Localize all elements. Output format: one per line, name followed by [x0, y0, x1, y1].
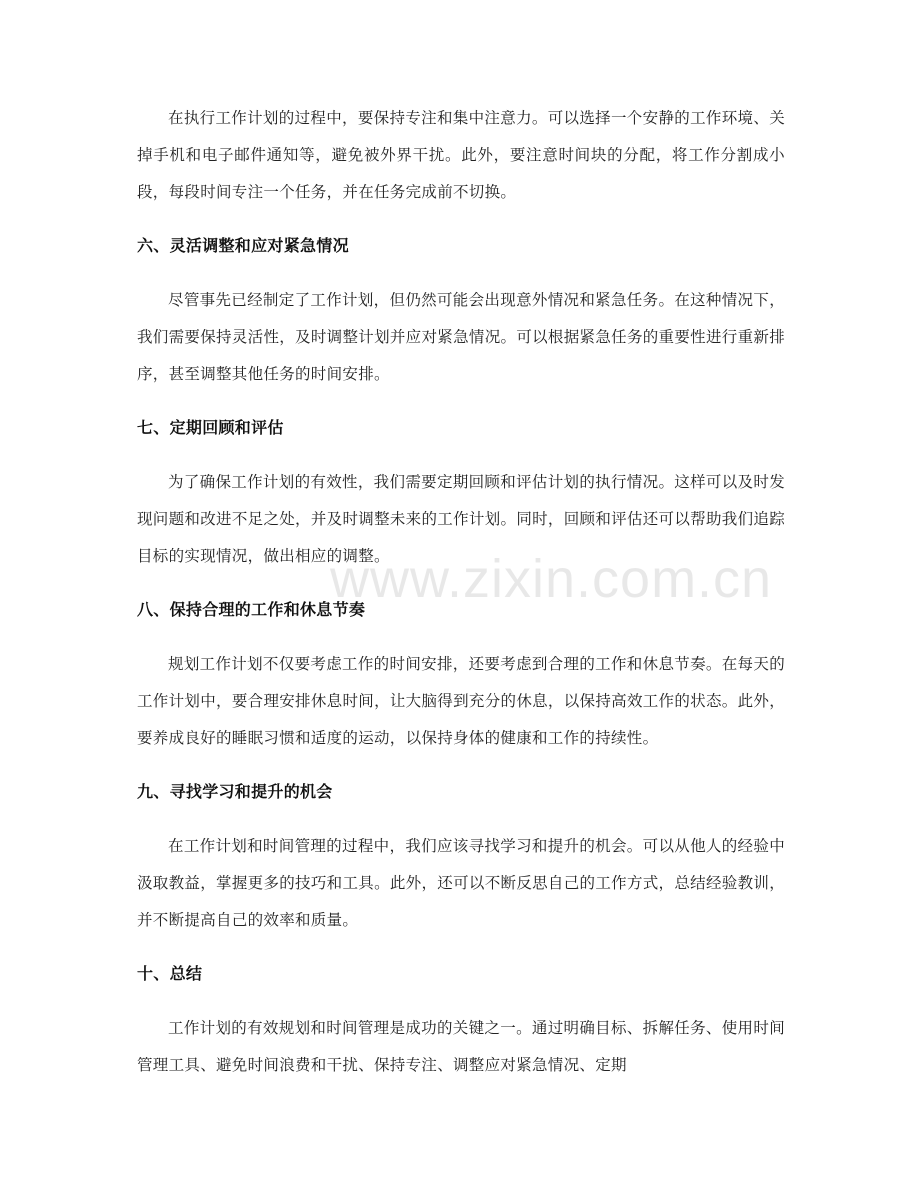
paragraph-section-10: 工作计划的有效规划和时间管理是成功的关键之一。通过明确目标、拆解任务、使用时间管理工具、避免时间浪费和干扰、保持专注、调整应对紧急情况、定期	[137, 1019, 785, 1074]
heading-section-9: 九、寻找学习和提升的机会	[137, 782, 333, 801]
document-body	[137, 100, 785, 1084]
paragraph-section-6: 尽管事先已经制定了工作计划，但仍然可能会出现意外情况和紧急任务。在这种情况下，我们需要保持灵活性，及时调整计划并应对紧急情况。可以根据紧急任务的重要性进行重新排序，甚至调整其他任务的时间安排。	[137, 291, 785, 383]
heading-section-7: 七、定期回顾和评估	[137, 418, 284, 437]
watermark-logo: www.zixin.com.cn	[330, 549, 773, 609]
heading-section-6: 六、灵活调整和应对紧急情况	[137, 236, 349, 255]
paragraph-section-8: 规划工作计划不仅要考虑工作的时间安排，还要考虑到合理的工作和休息节奏。在每天的工作计划中，要合理安排休息时间，让大脑得到充分的休息，以保持高效工作的状态。此外，要养成良好的睡眠习惯和适度的运动，以保持身体的健康和工作的持续性。	[137, 655, 785, 747]
heading-section-10: 十、总结	[137, 964, 203, 983]
paragraph-section-7: 为了确保工作计划的有效性，我们需要定期回顾和评估计划的执行情况。这样可以及时发现问题和改进不足之处，并及时调整未来的工作计划。同时，回顾和评估还可以帮助我们追踪目标的实现情况，做出相应的调整。	[137, 473, 785, 565]
paragraph-section-9: 在工作计划和时间管理的过程中，我们应该寻找学习和提升的机会。可以从他人的经验中汲取教益，掌握更多的技巧和工具。此外，还可以不断反思自己的工作方式，总结经验教训，并不断提高自己的效率和质量。	[137, 837, 785, 929]
heading-section-8: 八、保持合理的工作和休息节奏	[137, 600, 366, 619]
paragraph-focus: 在执行工作计划的过程中，要保持专注和集中注意力。可以选择一个安静的工作环境、关掉手机和电子邮件通知等，避免被外界干扰。此外，要注意时间块的分配，将工作分割成小段，每段时间专注一个任务，并在任务完成前不切换。	[137, 109, 785, 201]
